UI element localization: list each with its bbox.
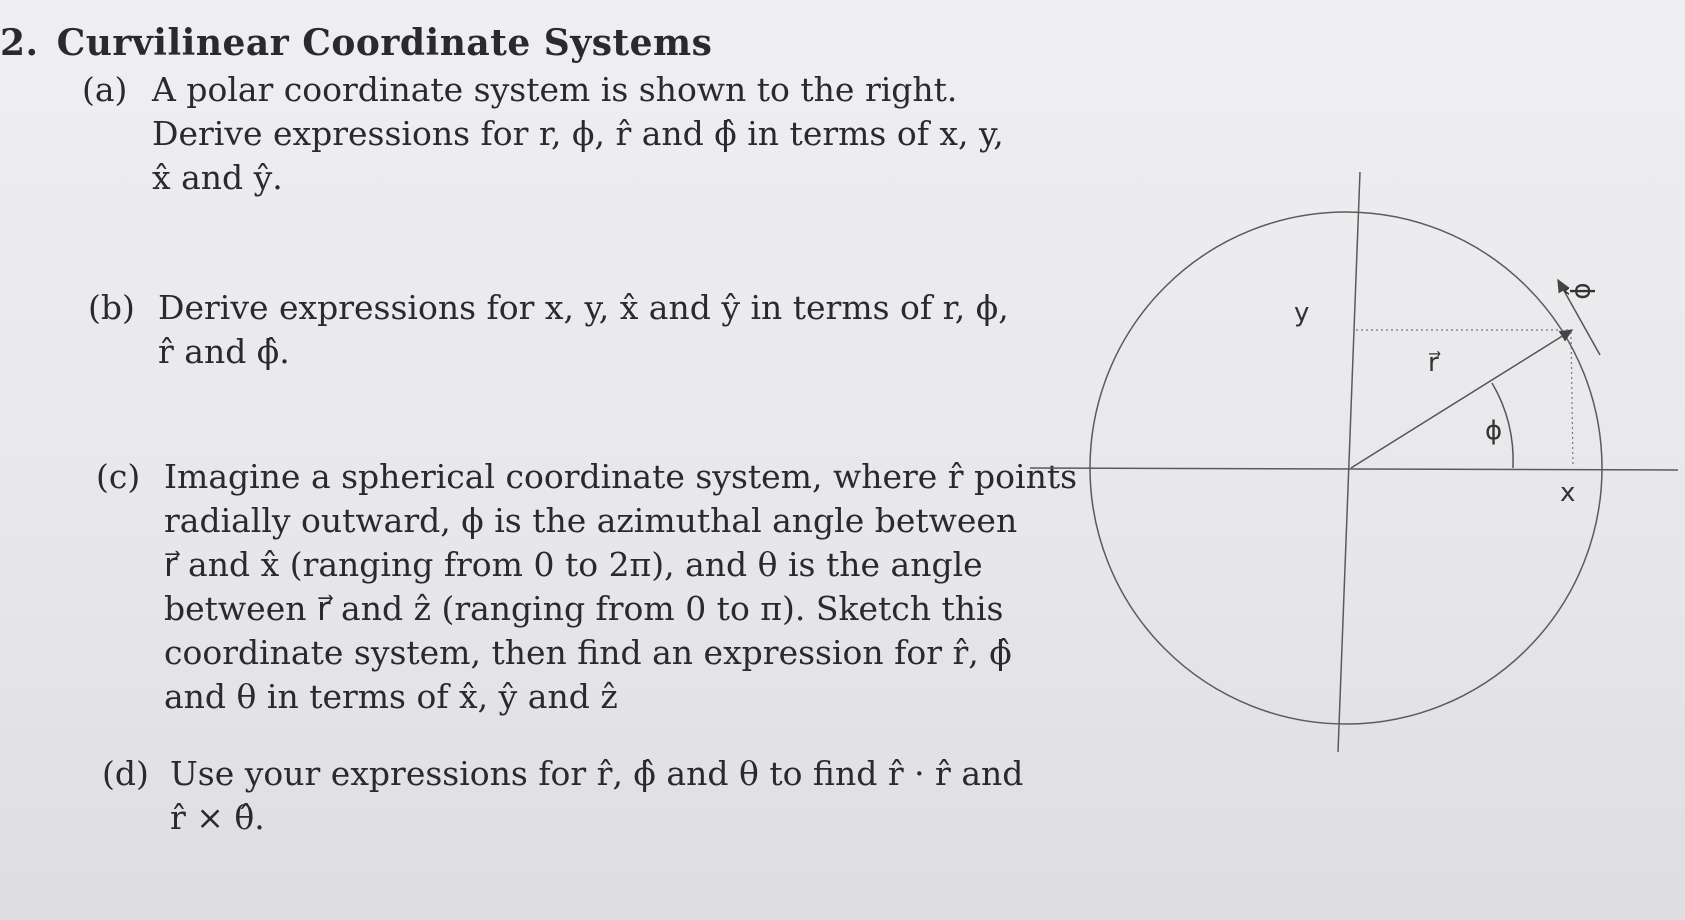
- x-projection-dotted-line: [1571, 332, 1573, 466]
- part-c-line-5: coordinate system, then find an expression for r̂, ϕ̂: [164, 633, 1012, 672]
- part-b: [88, 286, 1009, 374]
- part-c-line-3: r⃗ and x̂ (ranging from 0 to 2π), and θ is the angle: [164, 545, 983, 584]
- part-c-line-6: and θ in terms of x̂, ŷ and ẑ: [164, 677, 618, 716]
- phi-angle-label: ϕ: [1485, 416, 1503, 446]
- x-label: x: [1560, 478, 1576, 508]
- x-axis-line: [1030, 468, 1678, 470]
- radius-vector-line: [1351, 330, 1572, 468]
- problem-heading: [0, 22, 712, 64]
- part-c-marker: (c): [96, 457, 141, 496]
- part-c-line-4: between r⃗ and ẑ (ranging from 0 to π). Sketch this: [164, 589, 1004, 628]
- part-d-line-2: r̂ × θ̂.: [170, 798, 265, 837]
- part-c-line-1: Imagine a spherical coordinate system, where r̂ points: [164, 457, 1078, 496]
- part-a: [82, 68, 1004, 200]
- part-c-line-2: radially outward, ϕ is the azimuthal angle between: [164, 501, 1018, 540]
- r-vector-label: r⃗: [1428, 348, 1439, 378]
- problem-title: Curvilinear Coordinate Systems: [56, 22, 713, 64]
- y-axis-line: [1338, 172, 1360, 752]
- part-a-marker: (a): [82, 70, 128, 109]
- y-label: y: [1294, 298, 1310, 328]
- part-b-marker: (b): [88, 288, 135, 327]
- polar-coordinate-diagram: [1030, 160, 1680, 760]
- part-b-line-1: Derive expressions for x, y, x̂ and ŷ in terms of r, ϕ,: [158, 288, 1009, 327]
- part-a-line-1: A polar coordinate system is shown to the right.: [152, 70, 958, 109]
- part-d: [102, 752, 1023, 840]
- phi-hat-label: ϕ̂: [1566, 282, 1597, 300]
- part-a-line-3: x̂ and ŷ.: [152, 158, 283, 197]
- part-d-line-1: Use your expressions for r̂, ϕ̂ and θ to find r̂ · r̂ and: [170, 754, 1024, 793]
- part-a-line-2: Derive expressions for r, ϕ, r̂ and ϕ̂ in terms of x, y,: [152, 114, 1004, 153]
- part-b-line-2: r̂ and ϕ̂.: [158, 332, 290, 371]
- polar-diagram-svg: [1030, 160, 1680, 760]
- part-c: [96, 455, 1077, 719]
- problem-number: 2.: [0, 22, 39, 64]
- part-d-marker: (d): [102, 754, 149, 793]
